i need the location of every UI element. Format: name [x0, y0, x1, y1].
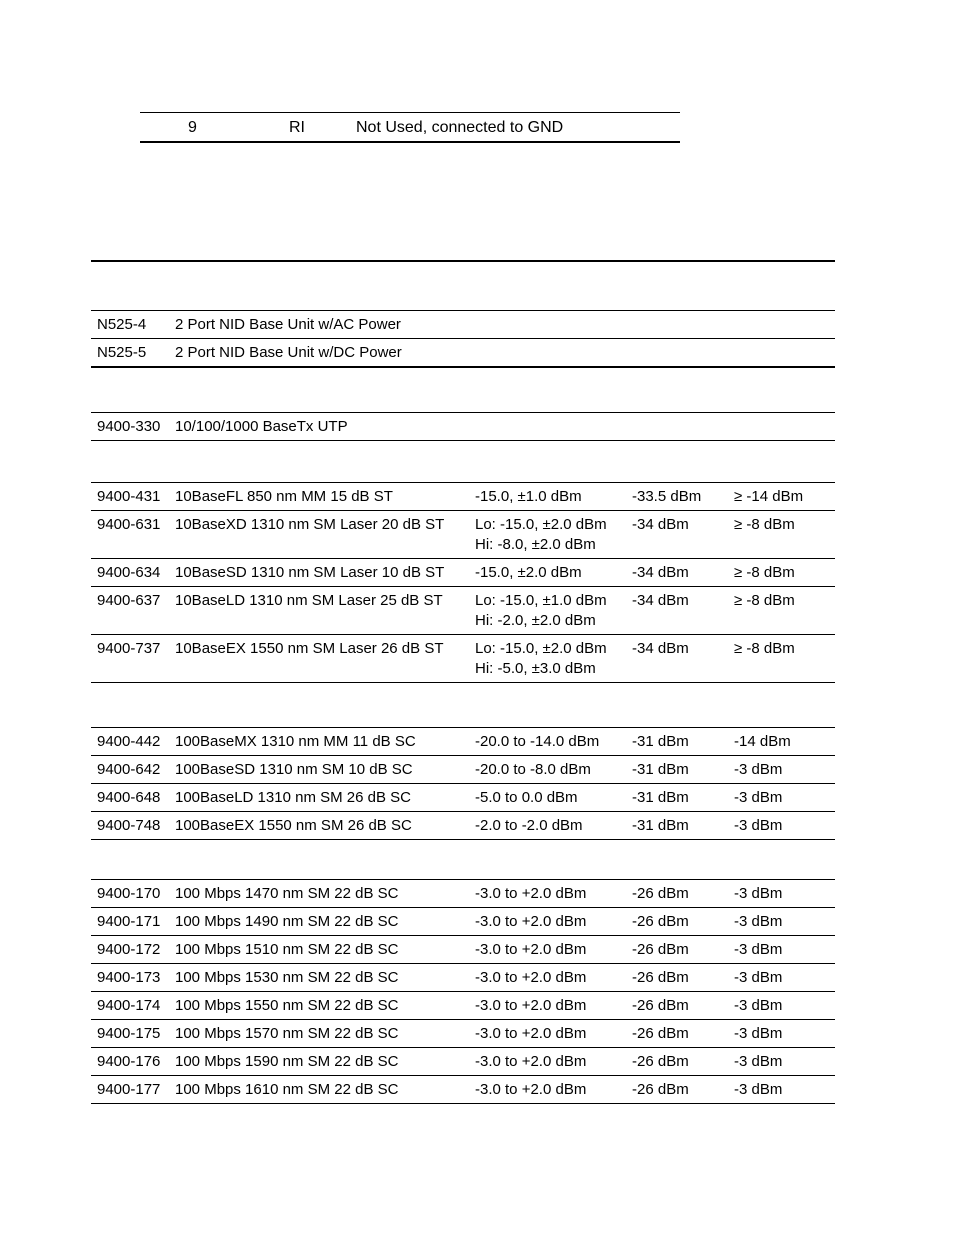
part-number: 9400-330 — [97, 418, 161, 435]
table-row — [91, 1020, 835, 1048]
copper-modules-table — [91, 412, 835, 441]
rx-saturation: -3 dBm — [734, 997, 783, 1014]
pin-description: Not Used, connected to GND — [356, 119, 564, 136]
table-row — [91, 1076, 835, 1104]
part-number: 9400-431 — [97, 488, 161, 505]
rx-saturation: -3 dBm — [734, 913, 783, 930]
rx-saturation: -14 dBm — [734, 733, 791, 750]
rx-saturation: ≥ -8 dBm — [734, 640, 795, 657]
part-number: 9400-176 — [97, 1053, 161, 1070]
part-description: 100BaseEX 1550 nm SM 26 dB SC — [175, 817, 412, 834]
rx-sensitivity: -26 dBm — [632, 913, 689, 930]
part-description: 100 Mbps 1610 nm SM 22 dB SC — [175, 1081, 399, 1098]
tx-power: -20.0 to -8.0 dBm — [475, 761, 591, 778]
rx-sensitivity: -34 dBm — [632, 592, 689, 609]
rx-sensitivity: -33.5 dBm — [632, 488, 702, 505]
tx-power: -3.0 to +2.0 dBm — [475, 1025, 587, 1042]
fiber-10base-table — [91, 482, 835, 683]
rx-saturation: -3 dBm — [734, 761, 783, 778]
rx-sensitivity: -34 dBm — [632, 564, 689, 581]
tx-power: -3.0 to +2.0 dBm — [475, 1081, 587, 1098]
table-row — [91, 483, 835, 511]
rx-saturation: ≥ -8 dBm — [734, 592, 795, 609]
tx-power: -3.0 to +2.0 dBm — [475, 885, 587, 902]
rx-sensitivity: -26 dBm — [632, 997, 689, 1014]
part-number: 9400-637 — [97, 592, 161, 609]
rx-saturation: -3 dBm — [734, 1081, 783, 1098]
part-description: 2 Port NID Base Unit w/DC Power — [175, 344, 402, 361]
table-row — [91, 635, 835, 683]
part-number: 9400-634 — [97, 564, 161, 581]
rx-sensitivity: -26 dBm — [632, 941, 689, 958]
rx-sensitivity: -34 dBm — [632, 640, 689, 657]
tx-power-lo: Lo: -15.0, ±1.0 dBm — [475, 592, 607, 609]
rx-saturation: -3 dBm — [734, 941, 783, 958]
part-number: 9400-172 — [97, 941, 161, 958]
fiber-100base-table — [91, 727, 835, 840]
rx-saturation: -3 dBm — [734, 1053, 783, 1070]
table-row — [91, 880, 835, 908]
part-description: 10/100/1000 BaseTx UTP — [175, 418, 348, 435]
table-row — [91, 728, 835, 756]
rx-saturation: -3 dBm — [734, 969, 783, 986]
part-number: 9400-175 — [97, 1025, 161, 1042]
part-description: 100 Mbps 1470 nm SM 22 dB SC — [175, 885, 399, 902]
rx-saturation: -3 dBm — [734, 817, 783, 834]
part-number: 9400-171 — [97, 913, 161, 930]
table-row — [91, 936, 835, 964]
tx-power-hi: Hi: -8.0, ±2.0 dBm — [475, 536, 596, 553]
part-description: 2 Port NID Base Unit w/AC Power — [175, 316, 401, 333]
tx-power-lo: Lo: -15.0, ±2.0 dBm — [475, 640, 607, 657]
part-number: 9400-177 — [97, 1081, 161, 1098]
part-number: 9400-642 — [97, 761, 161, 778]
part-number: 9400-631 — [97, 516, 161, 533]
tx-power: -15.0, ±1.0 dBm — [475, 488, 582, 505]
part-description: 10BaseEX 1550 nm SM Laser 26 dB ST — [175, 640, 444, 657]
table-row — [91, 511, 835, 559]
part-number: 9400-737 — [97, 640, 161, 657]
table-row — [91, 311, 835, 339]
part-number: N525-5 — [97, 344, 147, 361]
rx-sensitivity: -26 dBm — [632, 1025, 689, 1042]
part-description: 100BaseMX 1310 nm MM 11 dB SC — [175, 733, 416, 750]
rx-sensitivity: -31 dBm — [632, 733, 689, 750]
table-row — [91, 413, 835, 441]
part-description: 100 Mbps 1510 nm SM 22 dB SC — [175, 941, 399, 958]
part-number: 9400-174 — [97, 997, 161, 1014]
part-description: 100BaseSD 1310 nm SM 10 dB SC — [175, 761, 413, 778]
rx-sensitivity: -31 dBm — [632, 789, 689, 806]
part-description: 100 Mbps 1590 nm SM 22 dB SC — [175, 1053, 399, 1070]
part-description: 100 Mbps 1550 nm SM 22 dB SC — [175, 997, 399, 1014]
part-description: 100 Mbps 1490 nm SM 22 dB SC — [175, 913, 399, 930]
rx-sensitivity: -34 dBm — [632, 516, 689, 533]
table-row — [91, 559, 835, 587]
part-description: 100 Mbps 1530 nm SM 22 dB SC — [175, 969, 399, 986]
tx-power-hi: Hi: -2.0, ±2.0 dBm — [475, 612, 596, 629]
part-number: N525-4 — [97, 316, 147, 333]
section-divider — [91, 260, 835, 262]
rx-saturation: -3 dBm — [734, 1025, 783, 1042]
part-description: 100 Mbps 1570 nm SM 22 dB SC — [175, 1025, 399, 1042]
tx-power: -15.0, ±2.0 dBm — [475, 564, 582, 581]
table-row — [91, 1048, 835, 1076]
rx-sensitivity: -31 dBm — [632, 761, 689, 778]
table-row — [91, 812, 835, 840]
table-row — [91, 992, 835, 1020]
rx-saturation: ≥ -14 dBm — [734, 488, 804, 505]
rx-saturation: ≥ -8 dBm — [734, 516, 795, 533]
part-description: 10BaseLD 1310 nm SM Laser 25 dB ST — [175, 592, 443, 609]
tx-power-hi: Hi: -5.0, ±3.0 dBm — [475, 660, 596, 677]
tx-power: -5.0 to 0.0 dBm — [475, 789, 578, 806]
rx-sensitivity: -26 dBm — [632, 885, 689, 902]
pinout-table-row — [140, 112, 680, 143]
rx-sensitivity: -26 dBm — [632, 1081, 689, 1098]
table-row — [91, 964, 835, 992]
table-row — [91, 587, 835, 635]
part-number: 9400-748 — [97, 817, 161, 834]
rx-sensitivity: -31 dBm — [632, 817, 689, 834]
tx-power: -3.0 to +2.0 dBm — [475, 969, 587, 986]
pin-signal: RI — [289, 119, 305, 136]
tx-power: -3.0 to +2.0 dBm — [475, 1053, 587, 1070]
tx-power: -20.0 to -14.0 dBm — [475, 733, 600, 750]
tx-power: -2.0 to -2.0 dBm — [475, 817, 583, 834]
tx-power: -3.0 to +2.0 dBm — [475, 913, 587, 930]
part-number: 9400-648 — [97, 789, 161, 806]
tx-power: -3.0 to +2.0 dBm — [475, 941, 587, 958]
part-number: 9400-170 — [97, 885, 161, 902]
table-row — [91, 908, 835, 936]
table-row — [91, 339, 835, 368]
pin-number: 9 — [188, 119, 197, 136]
rx-sensitivity: -26 dBm — [632, 969, 689, 986]
tx-power-lo: Lo: -15.0, ±2.0 dBm — [475, 516, 607, 533]
part-description: 10BaseXD 1310 nm SM Laser 20 dB ST — [175, 516, 445, 533]
tx-power: -3.0 to +2.0 dBm — [475, 997, 587, 1014]
part-description: 10BaseSD 1310 nm SM Laser 10 dB ST — [175, 564, 445, 581]
part-description: 100BaseLD 1310 nm SM 26 dB SC — [175, 789, 411, 806]
fiber-cwdm-table — [91, 879, 835, 1104]
rx-saturation: ≥ -8 dBm — [734, 564, 795, 581]
rx-sensitivity: -26 dBm — [632, 1053, 689, 1070]
part-number: 9400-173 — [97, 969, 161, 986]
table-row — [91, 756, 835, 784]
base-units-table — [91, 310, 835, 368]
part-description: 10BaseFL 850 nm MM 15 dB ST — [175, 488, 393, 505]
rx-saturation: -3 dBm — [734, 789, 783, 806]
part-number: 9400-442 — [97, 733, 161, 750]
rx-saturation: -3 dBm — [734, 885, 783, 902]
table-row — [91, 784, 835, 812]
